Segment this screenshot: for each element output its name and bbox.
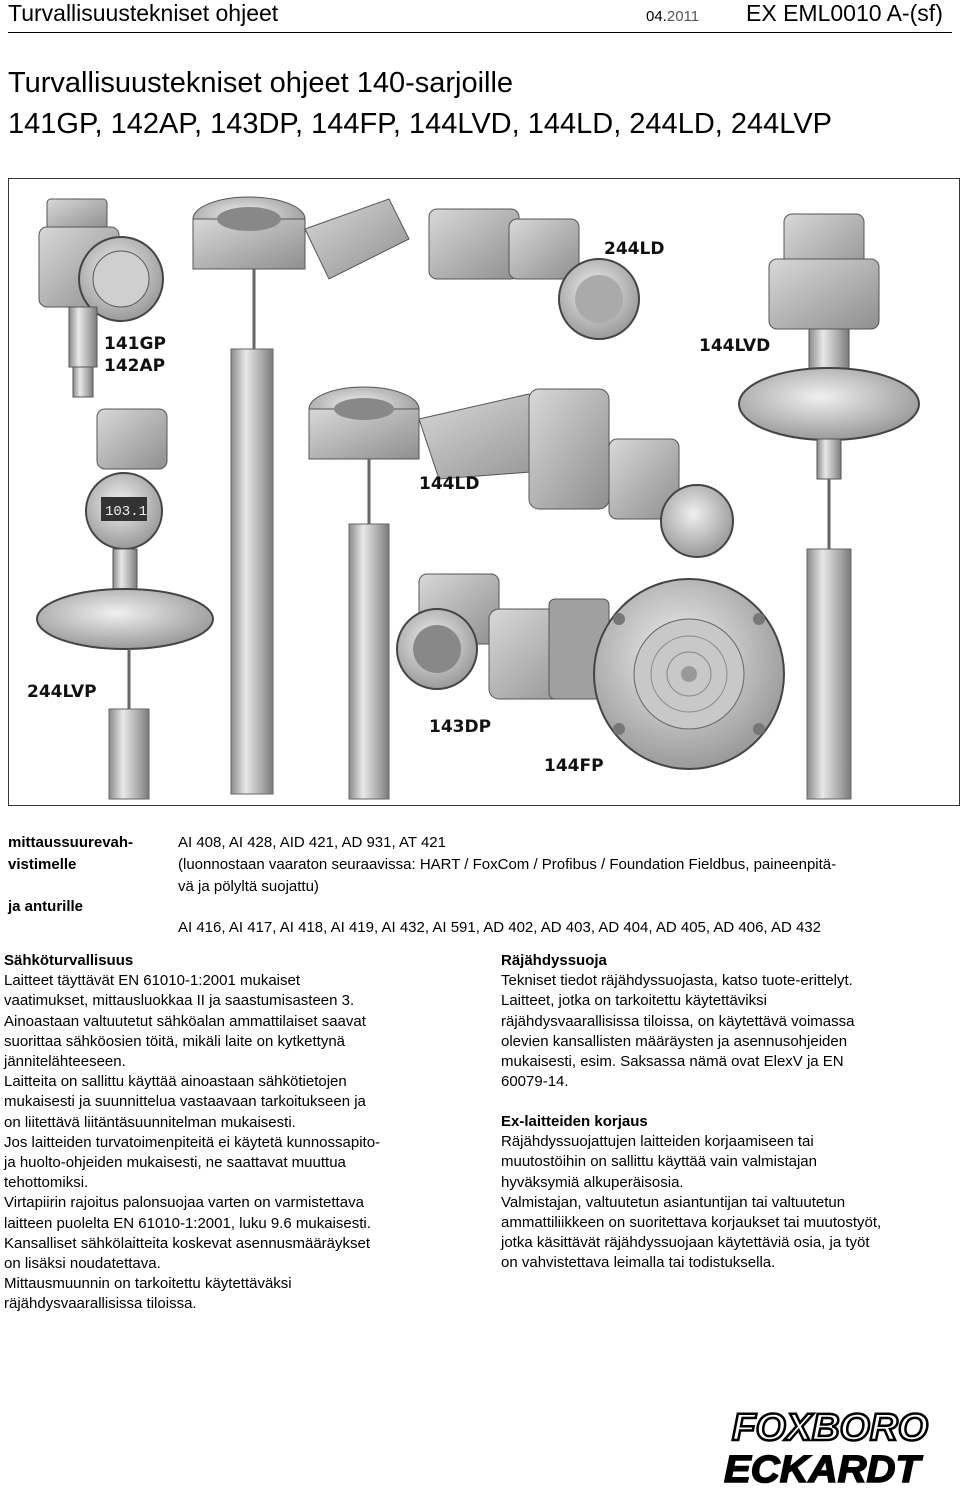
text-line: Ainoastaan valtuutetut sähköalan ammattilaiset saavat: [4, 1012, 366, 1030]
product-figure: [8, 178, 960, 806]
header-date: [646, 8, 699, 25]
explosion-protection-section: [501, 951, 956, 1092]
label-144lvd: 144LVD: [699, 336, 771, 356]
text-line: Laitteita on sallittu käyttää ainoastaan sähkötietojen: [4, 1073, 347, 1091]
transmitter-143dp: [397, 574, 609, 699]
logo-line-1: FOXBORO: [732, 1407, 928, 1449]
text-line: ja huolto-ohjeiden mukaisesti, ne saattavat muuttua: [4, 1154, 346, 1172]
ex-repair-heading: Ex-laitteiden korjaus: [501, 1113, 648, 1130]
text-line: jotka käsittävät räjähdyssuojaan käytettäviä osia, ja työt: [501, 1234, 870, 1252]
text-line: räjähdysvaarallisissa tiloissa.: [4, 1295, 197, 1313]
spec-line-1: AI 408, AI 428, AID 421, AD 931, AT 421: [178, 834, 446, 851]
text-line: ammattiliikkeen on suoritettava korjaukset tai muutostyöt,: [501, 1214, 882, 1232]
label-142ap: 142AP: [104, 356, 166, 376]
header-date-year: 2011: [666, 8, 700, 25]
spec-label-transmitter-a: mittaussuurevah-: [8, 834, 134, 851]
text-line: Valmistajan, valtuutetun asiantuntijan tai valtuutetun: [501, 1193, 846, 1211]
spec-label-sensor: ja anturille: [8, 898, 84, 915]
text-line: mukaisesti ja suunnittelua vastaavaan tarkoitukseen ja: [4, 1093, 366, 1111]
header-date-prefix: 04.: [646, 8, 667, 25]
text-line: Kansalliset sähkölaitteita koskevat asennusmääräykset: [4, 1234, 371, 1252]
transmitter-244lvp: [37, 409, 213, 799]
text-line: vaatimukset, mittausluokkaa II ja saastumisasteen 3.: [4, 992, 355, 1010]
product-illustration: [9, 179, 959, 805]
text-line: on vahvistettava leimalla tai todistuksella.: [501, 1254, 776, 1272]
spec-line-3: vä ja pölyltä suojattu): [178, 878, 319, 895]
text-line: 60079-14.: [501, 1073, 569, 1091]
explosion-protection-heading: Räjähdyssuoja: [501, 952, 607, 969]
text-line: Jos laitteiden turvatoimenpiteitä ei käytetä kunnossapito-: [4, 1133, 381, 1151]
text-line: tehottomiksi.: [4, 1174, 89, 1192]
text-line: hyväksymiä alkuperäisosia.: [501, 1173, 684, 1191]
text-line: Tekniset tiedot räjähdyssuojasta, katso tuote-erittelyt.: [501, 972, 853, 990]
text-line: olevien kansallisten määräysten ja asennusohjeiden: [501, 1032, 848, 1050]
label-244ld: 244LD: [604, 239, 665, 259]
spec-label-transmitter-b: vistimelle: [8, 856, 77, 873]
text-line: on liitettävä liitäntäsuunnitelman mukaisesti.: [4, 1113, 296, 1131]
label-141gp: 141GP: [104, 334, 166, 354]
text-line: Laitteet, jotka on tarkoitettu käytettäviksi: [501, 992, 767, 1010]
foxboro-eckardt-logo: [724, 1402, 934, 1487]
text-line: Virtapiirin rajoitus palonsuojaa varten on varmistettava: [4, 1194, 364, 1212]
main-title-line1: Turvallisuustekniset ohjeet 140-sarjoille: [8, 67, 514, 99]
display-readout: 103.1: [105, 504, 148, 520]
spec-line-4: AI 416, AI 417, AI 418, AI 419, AI 432, AI 591, AD 402, AD 403, AD 404, AD 405, AD 406, AD 432: [178, 919, 821, 936]
ex-repair-section: [501, 1112, 956, 1274]
electrical-safety-section: [4, 951, 474, 1315]
header-doc-code: EX EML0010 A-(sf): [746, 0, 943, 26]
label-144ld: 144LD: [419, 474, 480, 494]
label-244lvp: 244LVP: [27, 682, 97, 702]
spec-line-2: (luonnostaan vaaraton seuraavissa: HART / FoxCom / Profibus / Foundation Fieldbus, paineenpitä-: [178, 856, 837, 873]
text-line: Mittausmuunnin on tarkoitettu käytettäväksi: [4, 1275, 292, 1293]
label-144fp: 144FP: [544, 756, 604, 776]
transmitter-144fp: [594, 579, 784, 769]
logo-line-2: ECKARDT: [724, 1449, 923, 1487]
text-line: mukaisesti, esim. Saksassa nämä ovat ElexV ja EN: [501, 1053, 844, 1071]
text-line: muutostöihin on sallittu käyttää vain valmistajan: [501, 1153, 817, 1171]
header-rule: [8, 32, 952, 33]
text-line: räjähdysvaarallisissa tiloissa, on käytettävä voimassa: [501, 1012, 855, 1030]
logo-graphic: [724, 1402, 934, 1487]
text-line: jännitelähteeseen.: [4, 1053, 126, 1071]
text-line: Laitteet täyttävät EN 61010-1:2001 mukaiset: [4, 972, 301, 990]
header-title: Turvallisuustekniset ohjeet: [8, 0, 279, 26]
text-line: suorittaa sähköosien töitä, mikäli laite on kytkettynä: [4, 1032, 346, 1050]
text-line: on lisäksi noudatettava.: [4, 1255, 161, 1273]
label-143dp: 143DP: [429, 717, 492, 737]
main-title-line2: 141GP, 142AP, 143DP, 144FP, 144LVD, 144LD, 244LD, 244LVP: [8, 108, 832, 140]
text-line: laitteen puolelta EN 61010-1:2001, luku 9.6 mukaisesti.: [4, 1214, 371, 1232]
electrical-safety-heading: Sähköturvallisuus: [4, 952, 134, 969]
text-line: Räjähdyssuojattujen laitteiden korjaamiseen tai: [501, 1133, 814, 1151]
